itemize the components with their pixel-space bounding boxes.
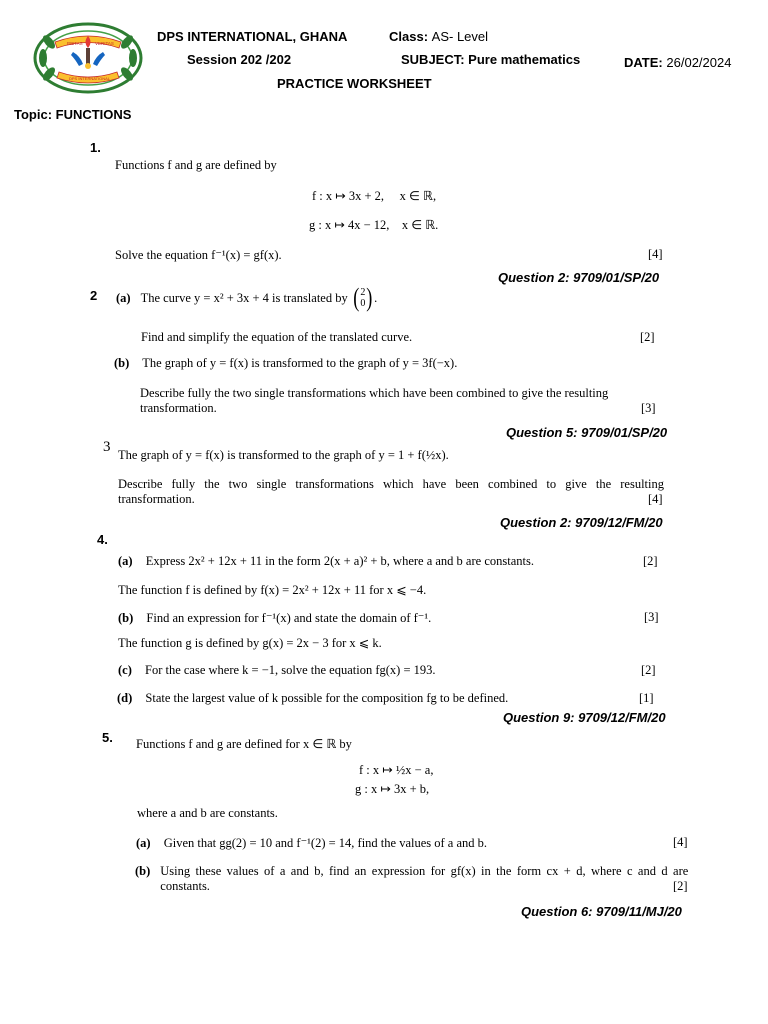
vector-top: 2 <box>360 287 366 298</box>
svg-text:PIETAS: PIETAS <box>67 41 83 46</box>
question-4b-text: Find an expression for f⁻¹(x) and state the domain of f⁻¹. <box>146 611 432 625</box>
question-5a-label: (a) <box>136 836 151 850</box>
question-5-intro: Functions f and g are defined for x ∈ ℝ by <box>136 737 352 751</box>
question-5-number: 5. <box>102 730 113 745</box>
question-4d-label: (d) <box>117 691 133 705</box>
question-2b-line <box>114 356 457 371</box>
question-4b-line <box>118 610 431 626</box>
question-2a-sub: Find and simplify the equation of the translated curve. <box>141 330 413 344</box>
question-3-marks: [4] <box>648 492 663 506</box>
translation-vector: ( 2 0 ) <box>353 283 373 312</box>
question-1-number: 1. <box>90 140 101 155</box>
question-4d-line <box>117 691 508 706</box>
svg-text:VERITAS: VERITAS <box>95 41 114 46</box>
date-label <box>624 55 731 70</box>
question-5-def-f: f : x ↦ ½x − a, <box>359 763 434 777</box>
question-5a-line <box>136 835 487 851</box>
question-4a-marks: [2] <box>643 554 658 568</box>
question-4d-marks: [1] <box>639 691 654 705</box>
svg-text:DPS INTERNATIONAL: DPS INTERNATIONAL <box>69 76 111 81</box>
question-1-def-g: g : x ↦ 4x − 12, x ∈ ℝ. <box>309 218 439 232</box>
question-1-intro: Functions f and g are defined by <box>115 158 277 172</box>
question-2-number: 2 <box>90 288 98 303</box>
question-3-text: The graph of y = f(x) is transformed to the graph of y = 1 + f(½x). <box>118 448 449 462</box>
question-3-sub: Describe fully the two single transformations which have been combined to give the resulting transformation. <box>118 477 664 506</box>
question-5b-text: Using these values of a and b, find an expression for gf(x) in the form cx + d, where c and d are constants. <box>160 864 689 893</box>
class-label-text: Class: <box>389 29 429 44</box>
question-5b-marks: [2] <box>673 879 688 893</box>
date-label-text: DATE: <box>624 55 663 70</box>
question-5a-marks: [4] <box>673 835 688 849</box>
question-2a-text: The curve y = x² + 3x + 4 is translated by <box>140 290 348 305</box>
question-1-def-f: f : x ↦ 3x + 2, x ∈ ℝ, <box>312 189 437 203</box>
question-2b-marks: [3] <box>641 401 656 415</box>
question-1-source: Question 2: 9709/01/SP/20 <box>498 270 660 285</box>
question-5-source: Question 6: 9709/11/MJ/20 <box>521 904 682 919</box>
question-4b-label: (b) <box>118 611 134 625</box>
question-4d-text: State the largest value of k possible for the composition fg to be defined. <box>145 691 509 705</box>
school-logo <box>33 22 143 94</box>
question-2b-text: The graph of y = f(x) is transformed to the graph of y = 3f(−x). <box>142 356 458 370</box>
subject-label: SUBJECT: Pure mathematics <box>401 52 581 67</box>
question-4c-line <box>118 663 436 678</box>
question-4a-label: (a) <box>118 554 133 568</box>
class-value: AS- Level <box>431 29 489 44</box>
question-1-task: Solve the equation f⁻¹(x) = gf(x). <box>115 248 282 262</box>
question-5-where: where a and b are constants. <box>137 806 278 820</box>
question-5b-label: (b) <box>135 864 151 878</box>
question-4c-text: For the case where k = −1, solve the equation fg(x) = 193. <box>145 663 436 677</box>
question-2a-line <box>116 285 377 311</box>
question-4a-text: Express 2x² + 12x + 11 in the form 2(x + a)² + b, where a and b are constants. <box>145 554 534 568</box>
question-4c-label: (c) <box>118 663 132 677</box>
question-4-source: Question 9: 9709/12/FM/20 <box>503 710 666 725</box>
question-2a-end: . <box>374 290 378 305</box>
worksheet-title: PRACTICE WORKSHEET <box>277 76 432 91</box>
question-5-def-g: g : x ↦ 3x + b, <box>355 782 430 796</box>
school-name: DPS INTERNATIONAL, GHANA <box>157 29 348 44</box>
session-label: Session 202 /202 <box>187 52 292 67</box>
question-4a-line <box>118 554 534 569</box>
question-2a-marks: [2] <box>640 330 655 344</box>
question-2-source: Question 5: 9709/01/SP/20 <box>506 425 668 440</box>
topic-title: Topic: FUNCTIONS <box>14 107 132 122</box>
vector-bottom: 0 <box>360 298 366 309</box>
question-4b-marks: [3] <box>644 610 659 624</box>
question-2b-sub: Describe fully the two single transformations which have been combined to give the resulting transformation. <box>140 386 609 415</box>
question-4-g-def: The function g is defined by g(x) = 2x − 3 for x ⩽ k. <box>118 636 382 650</box>
question-1-marks: [4] <box>648 247 663 261</box>
question-5b-line <box>135 864 688 894</box>
school-crest-icon <box>33 22 143 94</box>
question-3-source: Question 2: 9709/12/FM/20 <box>500 515 663 530</box>
question-4-f-def: The function f is defined by f(x) = 2x² + 12x + 11 for x ⩽ −4. <box>118 583 427 597</box>
question-4c-marks: [2] <box>641 663 656 677</box>
question-2b-label: (b) <box>114 356 130 370</box>
question-3-number: 3 <box>103 439 111 455</box>
question-2a-label: (a) <box>116 290 131 305</box>
question-5a-text: Given that gg(2) = 10 and f⁻¹(2) = 14, find the values of a and b. <box>163 836 488 850</box>
question-4-number: 4. <box>97 532 108 547</box>
class-label <box>389 29 488 44</box>
date-value: 26/02/2024 <box>666 55 732 70</box>
